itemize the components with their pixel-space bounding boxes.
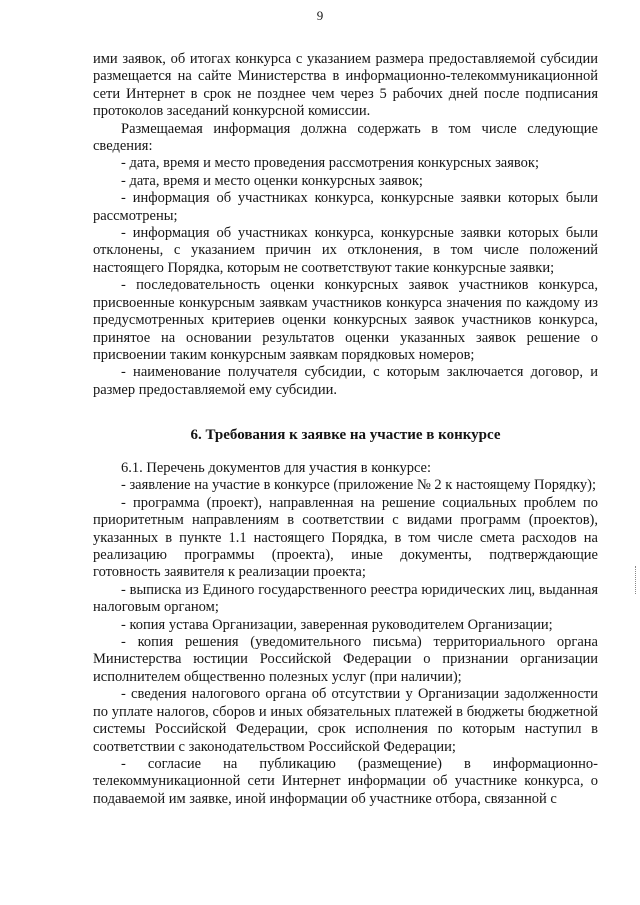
body-text-bottom [93,460,598,808]
docs-lead-paragraph: 6.1. Перечень документов для участия в конкурсе: [121,460,432,476]
list-item: - копия решения (уведомительного письма) территориального органа Министерства юстиции Российской Федерации о признании организации исполнителем общественно полезных услуг (при наличии); [93,634,598,685]
list-item: - сведения налогового органа об отсутствии у Организации задолженности по уплате налогов, сборов и иных обязательных платежей в бюджеты бюджетной системы Российской Федерации, срок исполнения по которым наступил в соответствии с законодательством Российской Федерации; [93,686,598,755]
list-item: - согласие на публикацию (размещение) в информационно-телекоммуникационной сети Интернет информации об участнике конкурса, о подаваемой им заявке, иной информации об участнике отбора, связанной с [93,755,598,807]
intro-paragraph: ими заявок, об итогах конкурса с указанием размера предоставляемой субсидии размещается на сайте Министерства в информационно-телекоммуникационной сети Интернет в срок не позднее чем через 5 рабочих дней после подписания протоколов заседаний конкурсной комиссии. [93,51,598,120]
list-item: - наименование получателя субсидии, с которым заключается договор, и размер предоставляемой ему субсидии. [93,364,598,398]
info-lead-paragraph: Размещаемая информация должна содержать в том числе следующие сведения: [93,120,598,155]
list-item: - копия устава Организации, заверенная руководителем Организации; [121,616,553,633]
list-item: - информация об участниках конкурса, конкурсные заявки которых были рассмотрены; [93,190,598,224]
list-item: - последовательность оценки конкурсных заявок участников конкурса, присвоенные конкурсным заявкам участников конкурса значения по каждому из предусмотренных критериев оценки конкурсных заявок участников конкурса, принятое на основании результатов оценки указанных заявок решение о присвоении таким конкурсным заявкам порядковых номеров; [93,277,598,363]
page-number: 9 [316,8,324,23]
body-text-top [93,51,598,399]
list-item: - программа (проект), направленная на решение социальных проблем по приоритетным направлениям в соответствии с видами программ (проектов), указанных в пункте 1.1 настоящего Порядка, в том числе смета расходов на реализацию программы (проекта), иные документы, подтверждающие готовность заявителя к реализации проекта; [93,494,598,581]
list-item: - заявление на участие в конкурсе (приложение № 2 к настоящему Порядку); [121,477,596,494]
scan-edge-mark [635,566,638,594]
section-heading: 6. Требования к заявке на участие в конкурсе [190,427,501,443]
list-item: - дата, время и место оценки конкурсных заявок; [121,172,423,189]
list-item: - дата, время и место проведения рассмотрения конкурсных заявок; [121,155,539,172]
list-item: - выписка из Единого государственного реестра юридических лиц, выданная налоговым органом; [93,581,598,616]
list-item: - информация об участниках конкурса, конкурсные заявки которых были отклонены, с указанием причин их отклонения, в том числе положений настоящего Порядка, которым не соответствуют такие конкурсные заявки; [93,225,598,276]
